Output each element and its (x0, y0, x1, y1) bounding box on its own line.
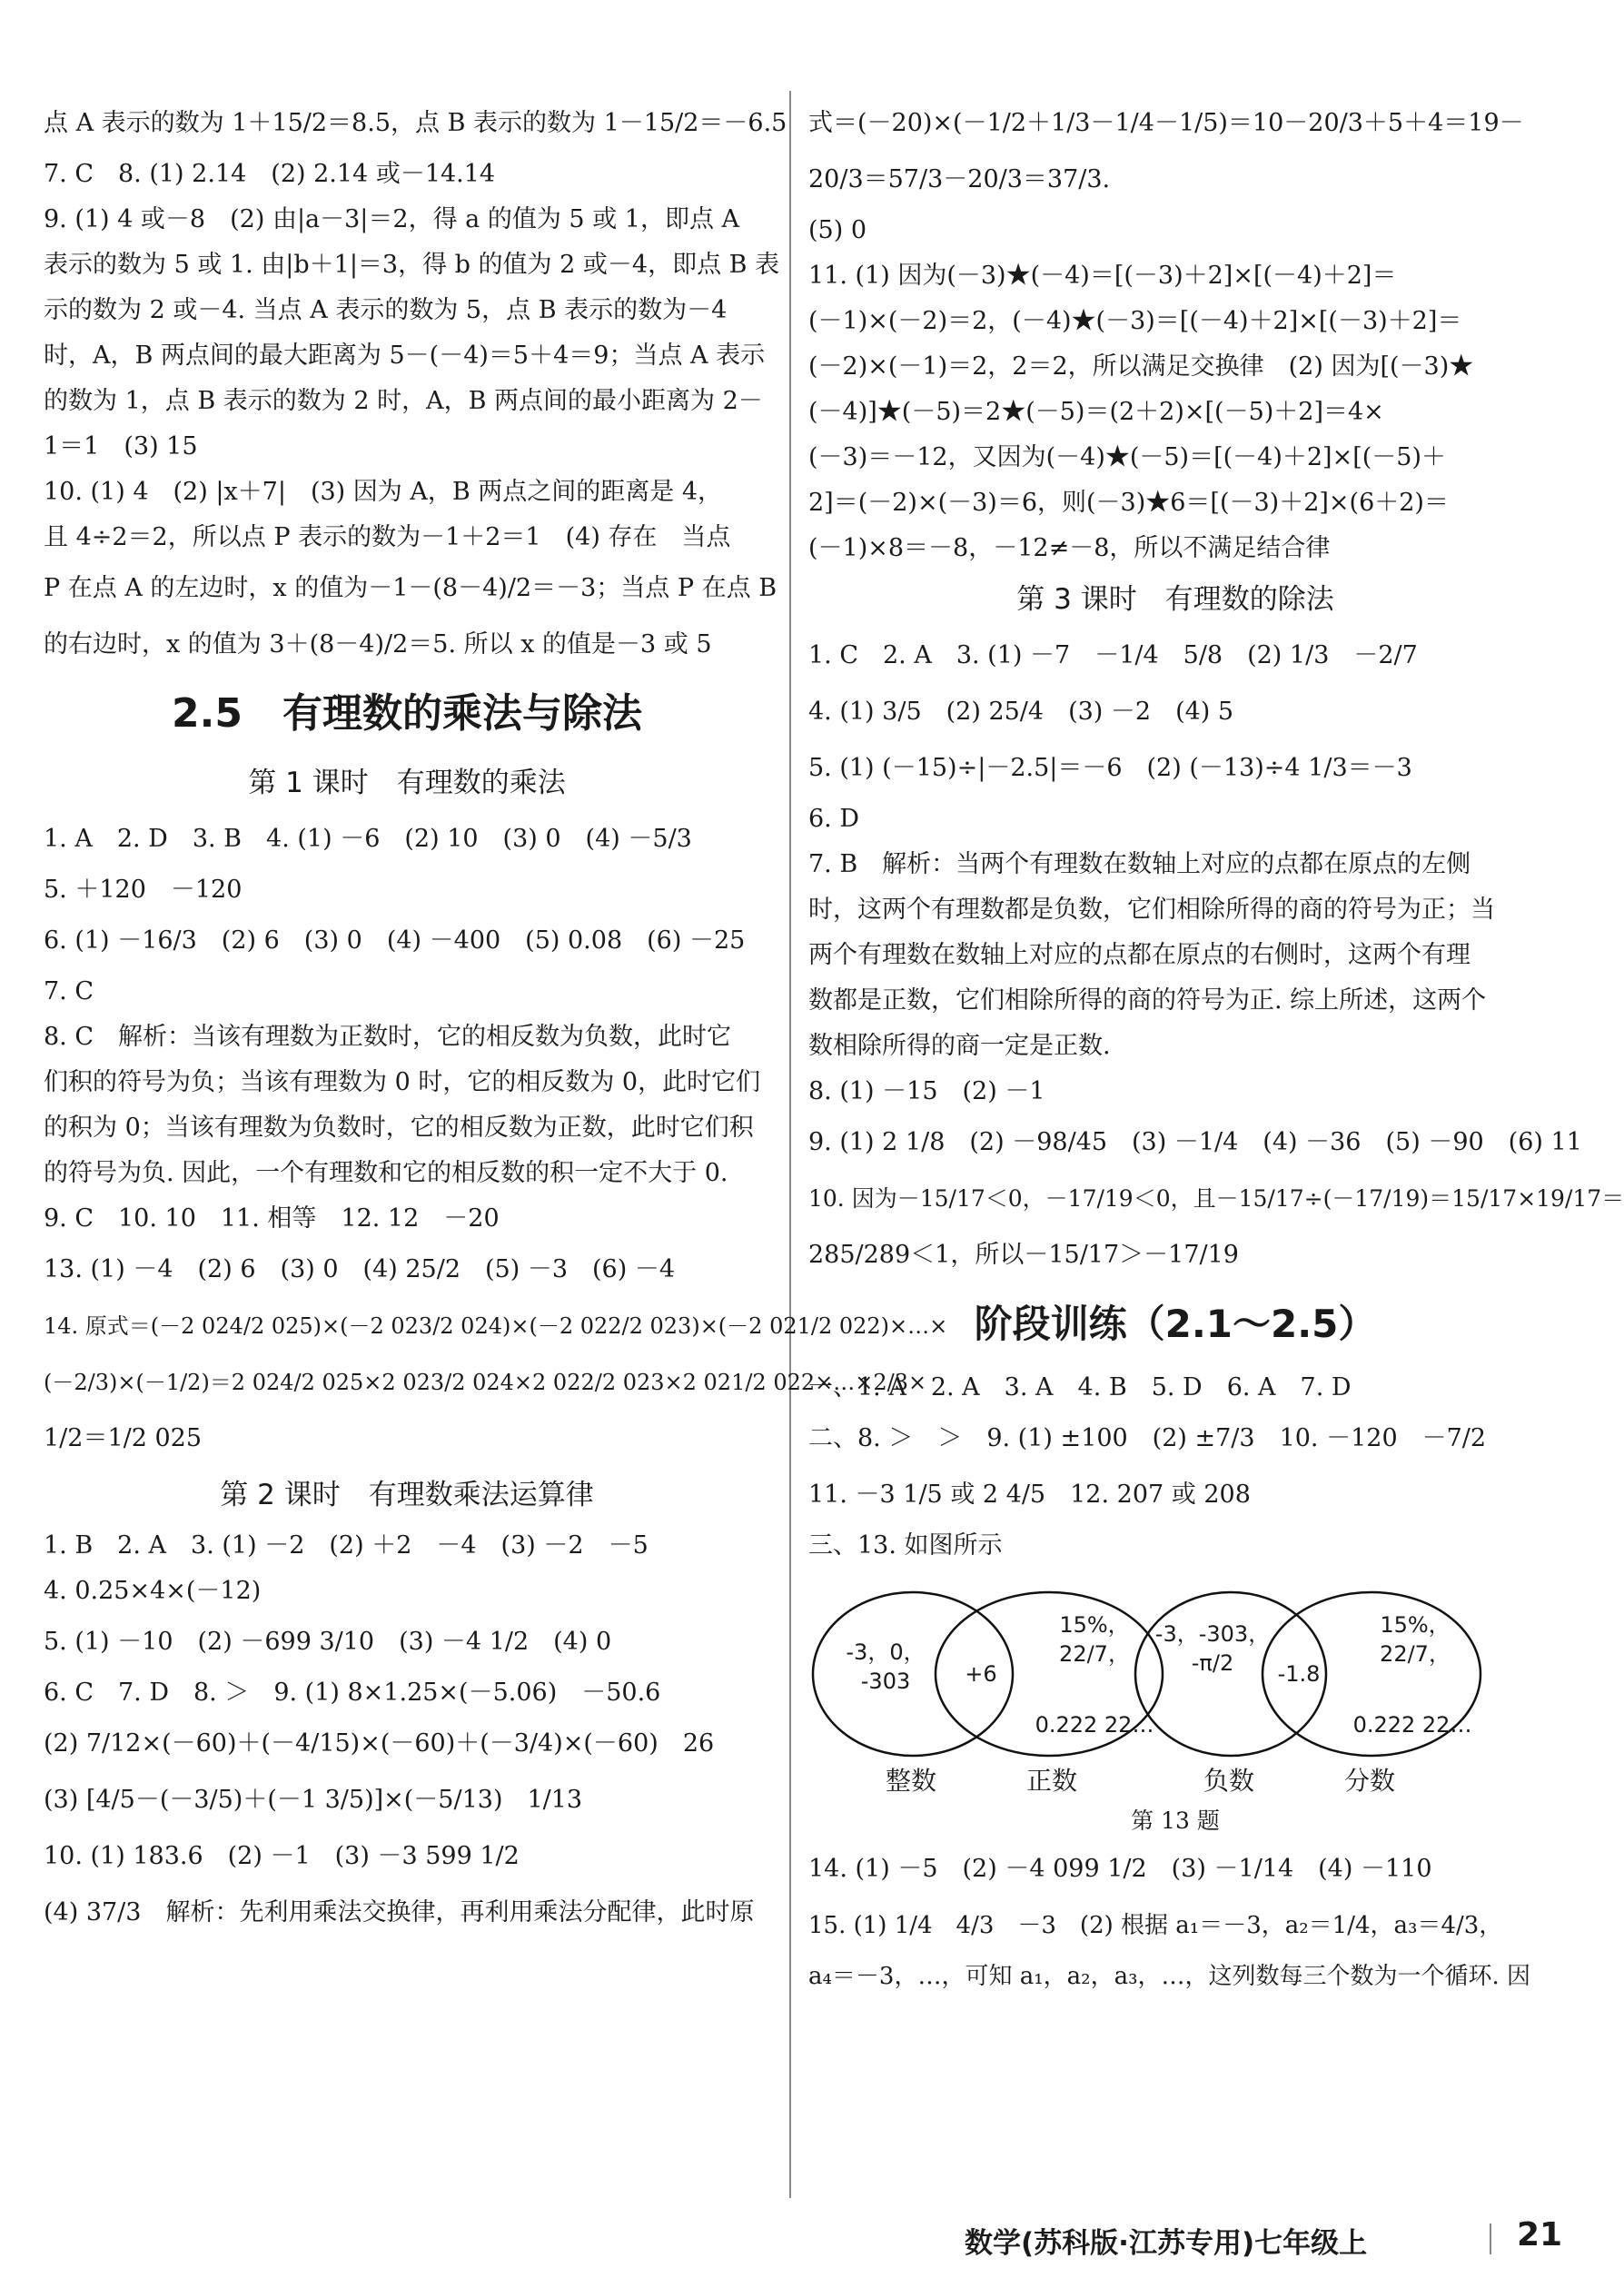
answer-line: 11. －3 1/5 或 2 4/5 12. 207 或 208 (808, 1481, 1251, 1509)
answer-line: 4. 0.25×4×(－12) (44, 1577, 262, 1605)
answer-line: 两个有理数在数轴上对应的点都在原点的右侧时，这两个有理 (808, 941, 1471, 969)
answer-line: 5. (1) (－15)÷|－2.5|＝－6 (2) (－13)÷4 1/3＝－3 (808, 754, 1412, 782)
answer-line: 点 A 表示的数为 1＋15/2＝8.5，点 B 表示的数为 1－15/2＝－6.5 (44, 109, 787, 137)
answer-line: 9. (1) 2 1/8 (2) －98/45 (3) －1/4 (4) －36 (5) －90 (6) 11 (808, 1128, 1582, 1156)
page-footer (965, 2216, 1564, 2262)
answer-line: (2) 7/12×(－60)＋(－4/15)×(－60)＋(－3/4)×(－60) 26 (44, 1729, 715, 1758)
answer-line: 的数为 1，点 B 表示的数为 2 时，A，B 两点间的最小距离为 2－ (44, 387, 763, 415)
answer-line: 5. (1) －10 (2) －699 3/10 (3) －4 1/2 (4) 0 (44, 1628, 612, 1656)
answer-line: 的积为 0；当该有理数为负数时，它的相反数为正数，此时它们积 (44, 1114, 754, 1142)
answer-line: 4. (1) 3/5 (2) 25/4 (3) －2 (4) 5 (808, 698, 1234, 726)
footer-separator (1490, 2224, 1491, 2254)
venn-figure (808, 1574, 1542, 1801)
answer-line: 15. (1) 1/4 4/3 －3 (2) 根据 a₁＝－3，a₂＝1/4，a₃＝4/3， (808, 1912, 1503, 1939)
answer-line: 14. 原式＝(－2 024/2 025)×(－2 023/2 024)×(－2 022/2 023)×(－2 021/2 022)×…× (44, 1313, 948, 1339)
answer-line: (－2)×(－1)＝2，2＝2，所以满足交换律 (2) 因为[(－3)★ (808, 352, 1474, 381)
answer-line: 285/289＜1，所以－15/17＞－17/19 (808, 1241, 1239, 1269)
answer-line: 10. 因为－15/17＜0，－17/19＜0，且－15/17÷(－17/19)＝15/17×19/17＝ (808, 1185, 1624, 1212)
lesson-title: 第 3 课时 有理数的除法 (1016, 583, 1334, 616)
answer-line: 且 4÷2＝2，所以点 P 表示的数为－1＋2＝1 (4) 存在 当点 (44, 523, 731, 551)
answer-line: 时，A，B 两点间的最大距离为 5－(－4)＝5＋4＝9；当点 A 表示 (44, 342, 766, 370)
answer-line: 时，这两个有理数都是负数，它们相除所得的商的符号为正；当 (808, 896, 1495, 924)
answer-line: P 在点 A 的左边时，x 的值为－1－(8－4)/2＝－3；当点 P 在点 B (44, 574, 777, 602)
label-negative: 负数 (1203, 1766, 1255, 1796)
answer-line: 5. ＋120 －120 (44, 876, 243, 904)
answer-line: 6. C 7. D 8. ＞ 9. (1) 8×1.25×(－5.06) －50.6 (44, 1679, 661, 1707)
answer-line: 1/2＝1/2 025 (44, 1424, 203, 1452)
integer-only-elements: -3，0， -303 (846, 1639, 926, 1694)
answer-line: 11. (1) 因为(－3)★(－4)＝[(－3)＋2]×[(－4)＋2]＝ (808, 262, 1397, 290)
answer-line: 10. (1) 4 (2) |x＋7| (3) 因为 A，B 两点之间的距离是 4， (44, 478, 723, 506)
answer-line: (4) 37/3 解析：先利用乘法交换律，再利用乘法分配律，此时原 (44, 1898, 755, 1926)
answer-line: 8. C 解析：当该有理数为正数时，它的相反数为负数，此时它 (44, 1023, 732, 1051)
answer-line: 6. (1) －16/3 (2) 6 (3) 0 (4) －400 (5) 0.08 (6) －25 (44, 926, 746, 955)
answer-line: 数相除所得的商一定是正数. (808, 1032, 1111, 1060)
column-divider (789, 91, 791, 2198)
answer-line: (－1)×8＝－8，－12≠－8，所以不满足结合律 (808, 534, 1331, 562)
answer-line: 13. (1) －4 (2) 6 (3) 0 (4) 25/2 (5) －3 (6) －4 (44, 1255, 676, 1283)
figure-caption: 第 13 题 (1131, 1808, 1220, 1834)
label-fraction: 分数 (1344, 1766, 1396, 1796)
answer-line: 1. B 2. A 3. (1) －2 (2) ＋2 －4 (3) －2 －5 (44, 1531, 649, 1560)
answer-line: 1. C 2. A 3. (1) －7 －1/4 5/8 (2) 1/3 －2/7 (808, 641, 1418, 669)
answer-line: 三、13. 如图所示 (808, 1531, 1003, 1560)
lesson-title: 第 1 课时 有理数的乘法 (248, 767, 566, 799)
answer-line: 的符号为负. 因此，一个有理数和它的相反数的积一定不大于 0. (44, 1159, 728, 1187)
answer-line: 7. C (44, 977, 94, 1005)
page-number: 21 (1517, 2216, 1563, 2253)
answer-line: 9. C 10. 10 11. 相等 12. 12 －20 (44, 1204, 500, 1233)
label-positive: 正数 (1026, 1766, 1078, 1796)
answer-line: 的右边时，x 的值为 3＋(8－4)/2＝5. 所以 x 的值是－3 或 5 (44, 630, 712, 659)
stage-title: 阶段训练（2.1～2.5） (974, 1302, 1377, 1346)
answer-line: 9. (1) 4 或－8 (2) 由|a－3|＝2，得 a 的值为 5 或 1，即点 A (44, 205, 740, 233)
answer-line: 一、1. A 2. A 3. A 4. B 5. D 6. A 7. D (808, 1373, 1352, 1401)
answer-line: 14. (1) －5 (2) －4 099 1/2 (3) －1/14 (4) －110 (808, 1855, 1432, 1883)
answer-line: 表示的数为 5 或 1. 由|b＋1|＝3，得 b 的值为 2 或－4，即点 B 表 (44, 251, 780, 279)
answer-line: 们积的符号为负；当该有理数为 0 时，它的相反数为 0，此时它们 (44, 1068, 761, 1096)
answer-line: (－2/3)×(－1/2)＝2 024/2 025×2 023/2 024×2 022/2 023×2 021/2 022×…×2/3× (44, 1370, 927, 1395)
answer-line: (5) 0 (808, 216, 867, 244)
fraction-only-elements-bottom: 0.222 22… (1352, 1712, 1472, 1738)
lesson-title: 第 2 课时 有理数乘法运算律 (220, 1479, 594, 1511)
negative-fraction-elements: -1.8 (1277, 1661, 1321, 1687)
answer-line: (－4)]★(－5)＝2★(－5)＝(2＋2)×[(－5)＋2]＝4× (808, 398, 1384, 426)
answer-line: 式＝(－20)×(－1/2＋1/3－1/4－1/5)＝10－20/3＋5＋4＝19－ (808, 109, 1524, 137)
answer-line: (－3)＝－12，又因为(－4)★(－5)＝[(－4)＋2]×[(－5)＋ (808, 443, 1446, 471)
answer-line: a₄＝－3，…，可知 a₁，a₂，a₃，…，这列数每三个数为一个循环. 因 (808, 1963, 1531, 1990)
answer-line: 数都是正数，它们相除所得的商的符号为正. 综上所述，这两个 (808, 986, 1487, 1015)
book-subject: 数学(苏科版·江苏专用)七年级上 (965, 2227, 1368, 2260)
negative-only-elements: -3，-303， -π/2 (1154, 1621, 1271, 1676)
answer-line: 二、8. ＞ ＞ 9. (1) ±100 (2) ±7/3 10. －120 －7/2 (808, 1424, 1487, 1452)
answer-line: 1. A 2. D 3. B 4. (1) －6 (2) 10 (3) 0 (4) －5/3 (44, 825, 692, 853)
answer-line: (－1)×(－2)＝2，(－4)★(－3)＝[(－4)＋2]×[(－3)＋2]＝ (808, 307, 1462, 335)
answer-line: 10. (1) 183.6 (2) －1 (3) －3 599 1/2 (44, 1842, 520, 1870)
answer-line: 1＝1 (3) 15 (44, 432, 198, 461)
fraction-only-elements-top: 15%，22/7， (1380, 1612, 1451, 1667)
positive-integer-elements: +6 (965, 1661, 997, 1687)
answer-line: 2]＝(－2)×(－3)＝6，则(－3)★6＝[(－3)＋2]×(6＋2)＝ (808, 489, 1449, 517)
answer-line: (3) [4/5－(－3/5)＋(－1 3/5)]×(－5/13) 1/13 (44, 1786, 583, 1814)
answer-line: 7. B 解析：当两个有理数在数轴上对应的点都在原点的左侧 (808, 850, 1471, 878)
right-column (808, 95, 1624, 1999)
positive-fraction-elements-top: 15%，22/7， (1059, 1612, 1130, 1667)
positive-fraction-elements-bottom: 0.222 22… (1035, 1712, 1154, 1738)
section-title: 2.5 有理数的乘法与除法 (172, 690, 642, 737)
answer-line: 20/3＝57/3－20/3＝37/3. (808, 165, 1111, 193)
answer-line: 7. C 8. (1) 2.14 (2) 2.14 或－14.14 (44, 160, 496, 188)
label-integer: 整数 (886, 1766, 937, 1796)
answer-line: 6. D (808, 805, 859, 833)
answer-line: 示的数为 2 或－4. 当点 A 表示的数为 5，点 B 表示的数为－4 (44, 296, 728, 324)
answer-line: 8. (1) －15 (2) －1 (808, 1077, 1045, 1105)
